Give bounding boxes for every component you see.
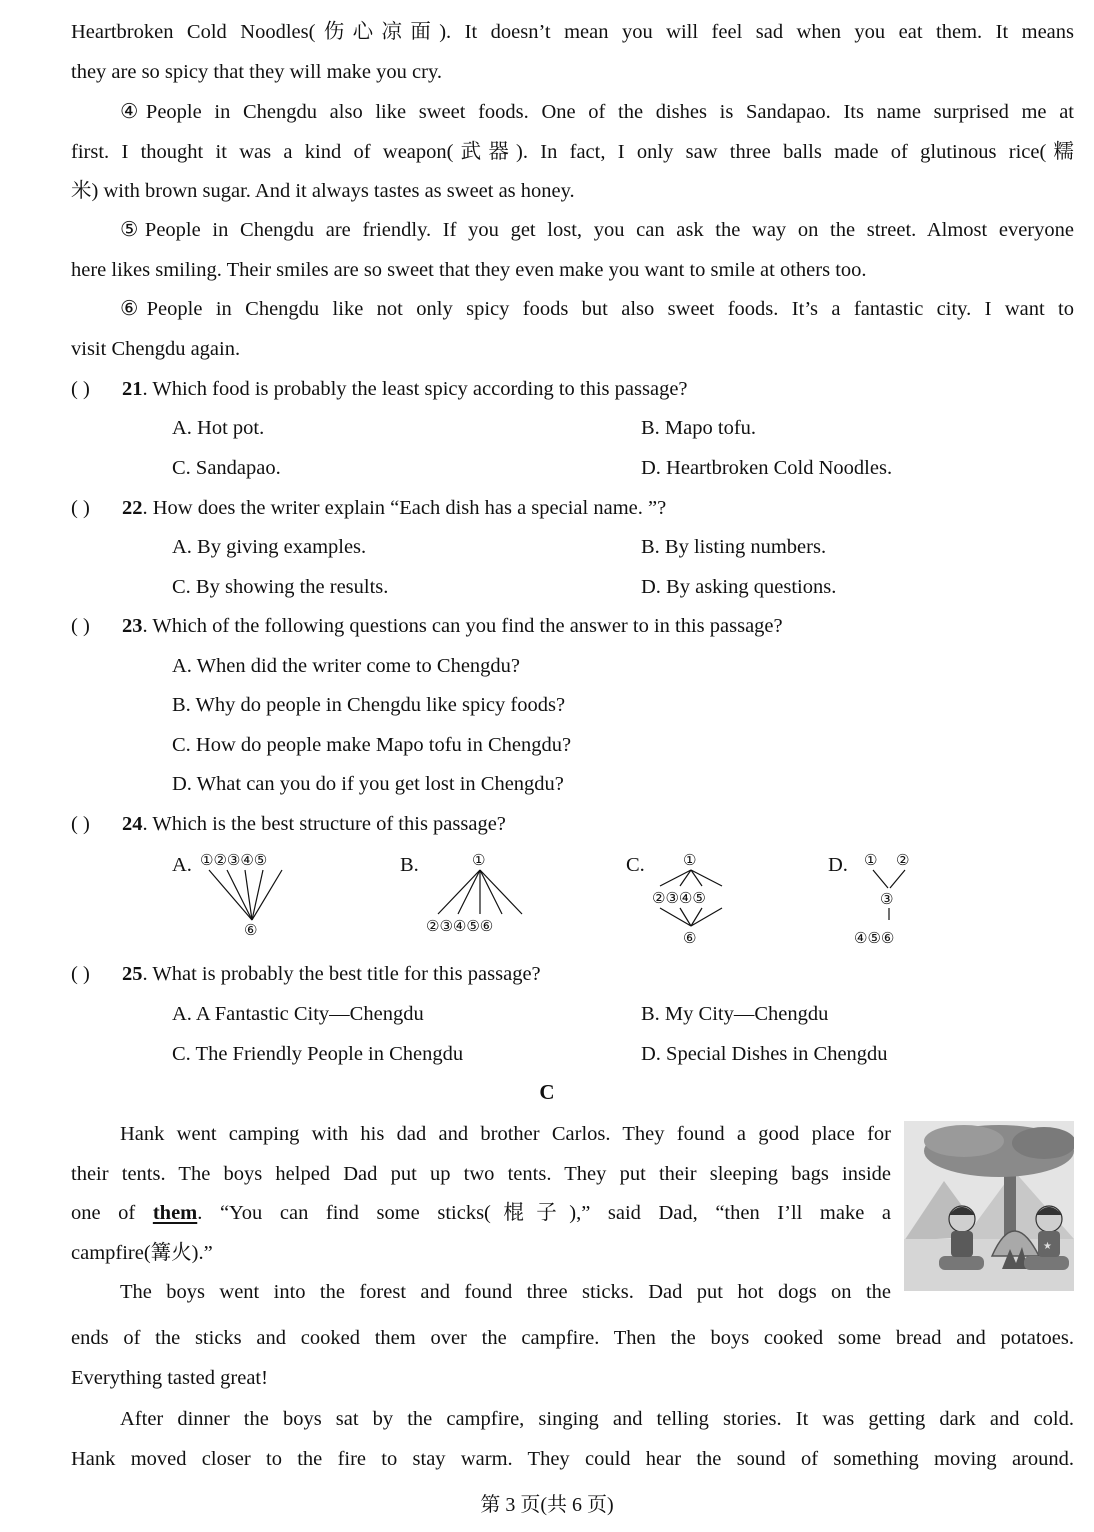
- question-text: . What is probably the best title for this passage?: [142, 963, 541, 985]
- structure-diagram-b: [424, 846, 544, 946]
- diagram-label: ⑥: [244, 921, 258, 939]
- option-b[interactable]: B. Mapo tofu.: [641, 417, 757, 439]
- passage-line: Hank went camping with his dad and brother Carlos. They found a good place for: [120, 1123, 891, 1145]
- underlined-word: them: [152, 1202, 198, 1224]
- option-a[interactable]: A. By giving examples.: [172, 536, 367, 558]
- diagram-label: ②③④⑤: [652, 889, 706, 907]
- passage-line: ④People in Chengdu also like sweet foods. One of the dishes is Sandapao. Its name surprised me at: [120, 101, 1074, 123]
- diagram-label: ①: [472, 851, 486, 869]
- passage-line: here likes smiling. Their smiles are so sweet that they even make you want to smile at others too.: [71, 259, 867, 281]
- option-c[interactable]: C. How do people make Mapo tofu in Chengdu?: [172, 734, 572, 756]
- answer-bracket[interactable]: ( ): [71, 378, 90, 400]
- question-number: 21: [122, 378, 143, 400]
- option-d[interactable]: D.: [828, 854, 848, 876]
- diagram-label: ①: [864, 851, 878, 869]
- structure-diagram-c: [650, 846, 750, 954]
- option-c[interactable]: C. The Friendly People in Chengdu: [172, 1043, 464, 1065]
- question-21: [122, 375, 688, 403]
- option-d[interactable]: D. What can you do if you get lost in Chengdu?: [172, 773, 564, 795]
- option-a[interactable]: A. When did the writer come to Chengdu?: [172, 655, 521, 677]
- section-heading: C: [539, 1080, 555, 1104]
- passage-line: campfire(篝火).”: [71, 1242, 213, 1264]
- diagram-label: ⑥: [683, 929, 697, 947]
- option-b[interactable]: B. By listing numbers.: [641, 536, 827, 558]
- passage-line: ends of the sticks and cooked them over the campfire. Then the boys cooked some bread and potatoes.: [71, 1327, 1074, 1349]
- question-25: [122, 960, 541, 988]
- answer-bracket[interactable]: ( ): [71, 497, 90, 519]
- option-d[interactable]: D. Heartbroken Cold Noodles.: [641, 457, 893, 479]
- answer-bracket[interactable]: ( ): [71, 963, 90, 985]
- option-a[interactable]: A. Hot pot.: [172, 417, 265, 439]
- diagram-label: ③: [880, 890, 894, 908]
- passage-line: The boys went into the forest and found three sticks. Dad put hot dogs on the: [120, 1281, 891, 1303]
- question-number: 24: [122, 813, 143, 835]
- question-text: . Which is the best structure of this passage?: [142, 813, 506, 835]
- camping-illustration: [904, 1121, 1074, 1291]
- option-b[interactable]: B. Why do people in Chengdu like spicy foods?: [172, 694, 566, 716]
- option-a[interactable]: A. A Fantastic City—Chengdu: [172, 1003, 424, 1025]
- question-number: 25: [122, 963, 143, 985]
- option-d[interactable]: D. By asking questions.: [641, 576, 837, 598]
- answer-bracket[interactable]: ( ): [71, 615, 90, 637]
- passage-line: Hank moved closer to the fire to stay warm. They could hear the sound of something moving around.: [71, 1448, 1074, 1470]
- option-c[interactable]: C. By showing the results.: [172, 576, 389, 598]
- passage-line: ⑥People in Chengdu like not only spicy foods but also sweet foods. It’s a fantastic city. I want to: [120, 298, 1074, 320]
- question-23: [122, 612, 783, 640]
- passage-text: . “You can find some sticks(棍子),” said Dad, “then I’ll make a: [197, 1202, 891, 1224]
- passage-line: their tents. The boys helped Dad put up two tents. They put their sleeping bags inside: [71, 1163, 891, 1185]
- question-number: 23: [122, 615, 143, 637]
- diagram-label: ①②③④⑤: [200, 851, 268, 869]
- passage-line: they are so spicy that they will make you cry.: [71, 61, 442, 83]
- question-22: [122, 494, 666, 522]
- option-c[interactable]: C. Sandapao.: [172, 457, 281, 479]
- option-c[interactable]: C.: [626, 854, 645, 876]
- passage-line: ⑤People in Chengdu are friendly. If you get lost, you can ask the way on the street. Almost everyone: [120, 219, 1074, 241]
- structure-diagram-d: [852, 846, 942, 946]
- option-d[interactable]: D. Special Dishes in Chengdu: [641, 1043, 888, 1065]
- diagram-label: ②③④⑤⑥: [426, 917, 494, 935]
- passage-line: [71, 1199, 891, 1227]
- passage-line: After dinner the boys sat by the campfire, singing and telling stories. It was getting dark and cold.: [120, 1408, 1074, 1430]
- structure-diagram-a: [196, 846, 316, 946]
- option-a[interactable]: A.: [172, 854, 192, 876]
- page-footer: 第 3 页(共 6 页): [480, 1494, 614, 1516]
- passage-text: one of: [71, 1202, 153, 1224]
- passage-line: Everything tasted great!: [71, 1367, 268, 1389]
- question-24: [122, 810, 506, 838]
- diagram-lines: [438, 870, 522, 914]
- question-text: . Which of the following questions can you find the answer to in this passage?: [142, 615, 783, 637]
- diagram-label: ④⑤⑥: [854, 929, 895, 946]
- passage-line: Heartbroken Cold Noodles(伤心凉面). It doesn’t mean you will feel sad when you eat them. It means: [71, 21, 1074, 43]
- passage-line: first. I thought it was a kind of weapon(武器). In fact, I only saw three balls made of glutinous rice(糯: [71, 141, 1074, 163]
- option-b[interactable]: B.: [400, 854, 419, 876]
- question-text: . How does the writer explain “Each dish has a special name. ”?: [142, 497, 667, 519]
- passage-line: visit Chengdu again.: [71, 338, 241, 360]
- passage-line: 米) with brown sugar. And it always tastes as sweet as honey.: [71, 180, 575, 202]
- option-b[interactable]: B. My City—Chengdu: [641, 1003, 829, 1025]
- svg-text:★: ★: [1043, 1241, 1052, 1252]
- diagram-lines: [209, 870, 282, 920]
- question-number: 22: [122, 497, 143, 519]
- diagram-label: ①: [683, 851, 697, 869]
- question-text: . Which food is probably the least spicy according to this passage?: [142, 378, 688, 400]
- diagram-label: ②: [896, 851, 910, 869]
- answer-bracket[interactable]: ( ): [71, 813, 90, 835]
